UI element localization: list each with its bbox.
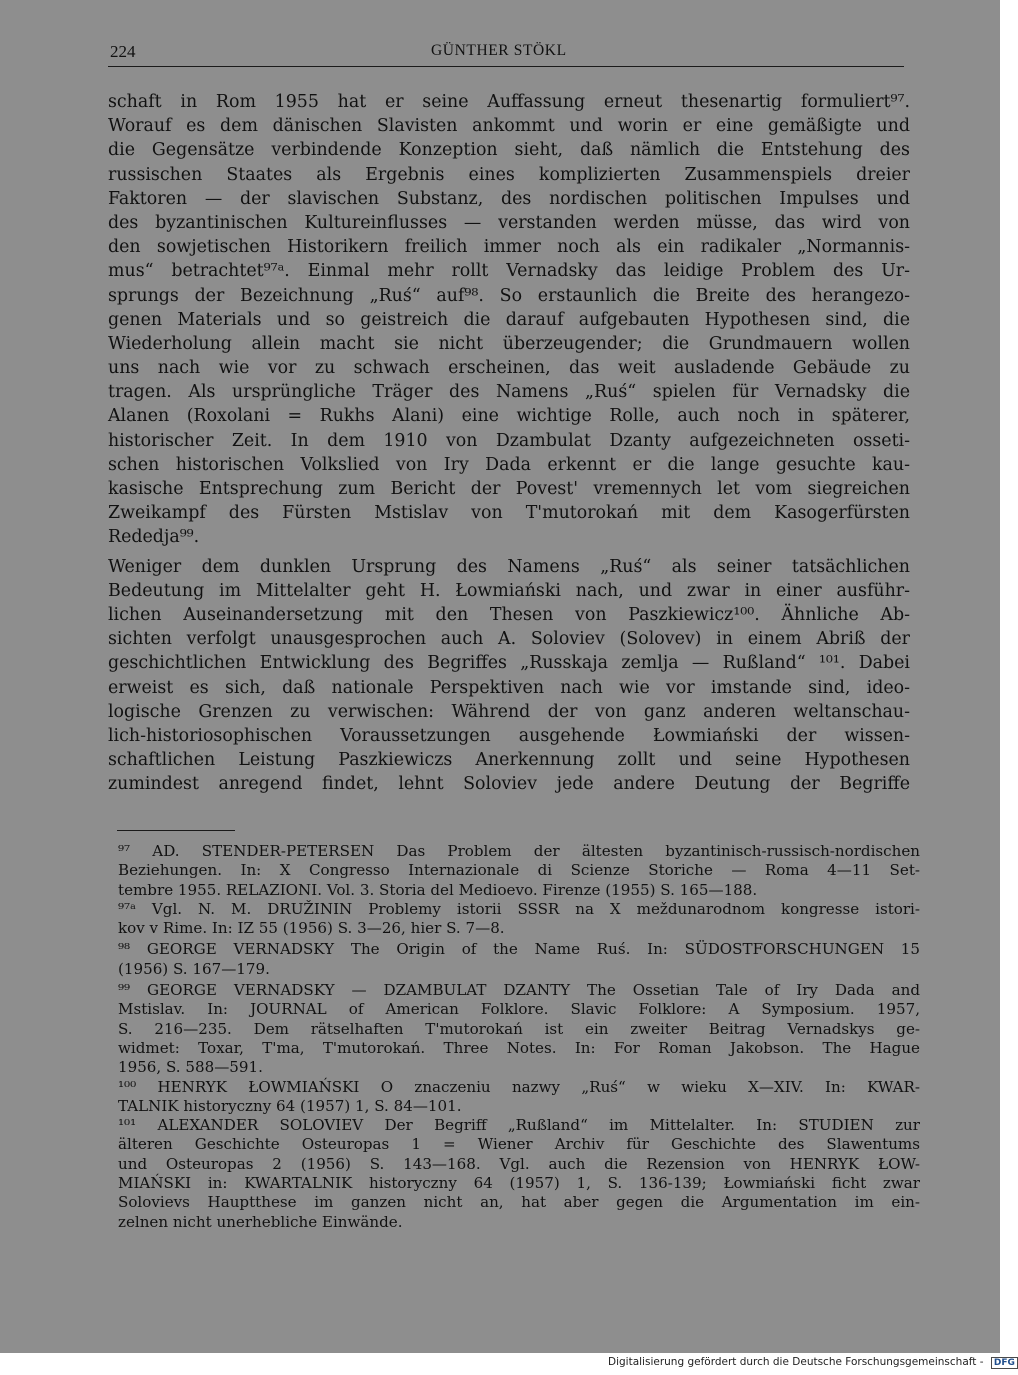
paragraph-2 [108, 555, 910, 797]
footnotes [118, 842, 920, 1232]
footnote-line: zelnen nicht unerhebliche Einwände. [118, 1212, 403, 1231]
footnote-line: kov v Rime. In: IZ 55 (1956) S. 3—26, hier S. 7—8. [118, 919, 505, 938]
body-line: Wiederholung allein macht sie nicht überzeugender; die Grundmauern wollen [108, 333, 910, 354]
footnote-line: ¹⁰¹ ALEXANDER SOLOVIEV Der Begriff „Rußland“ im Mittelalter. In: STUDIEN zur [118, 1116, 920, 1135]
footnote-line: Solovievs Hauptthese im ganzen nicht an, hat aber gegen die Argumentation im ein- [118, 1193, 920, 1212]
body-line: Bedeutung im Mittelalter geht H. Łowmiański nach, und zwar in einer ausführ- [108, 580, 910, 601]
footnote-line: ⁹⁷ AD. STENDER-PETERSEN Das Problem der ältesten byzantinisch-russisch-nordischen [118, 842, 920, 860]
body-line: mus“ betrachtet⁹⁷ᵃ. Einmal mehr rollt Vernadsky das leidige Problem des Ur- [108, 261, 910, 282]
body-line: historischer Zeit. In dem 1910 von Dzambulat Dzanty aufgezeichneten osseti- [108, 430, 910, 451]
body-line: die Gegensätze verbindende Konzeption sieht, daß nämlich die Entstehung des [108, 140, 910, 161]
body-line: erweist es sich, daß nationale Perspektiven nach wie vor imstande sind, ideo- [108, 677, 910, 698]
body-line: sprungs der Bezeichnung „Ruś“ auf⁹⁸. So erstaunlich die Breite des herangezo- [108, 285, 910, 306]
footnote-line: ¹⁰⁰ HENRYK ŁOWMIAŃSKI O znaczeniu nazwy „Ruś“ w wieku X—XIV. In: KWAR- [118, 1077, 920, 1096]
body-line: logische Grenzen zu verwischen: Während der von ganz anderen weltanschau- [108, 701, 910, 722]
footnote-line: und Osteuropas 2 (1956) S. 143—168. Vgl. auch die Rezension von HENRYK ŁOW- [118, 1154, 920, 1173]
footnote-line: ⁹⁸ GEORGE VERNADSKY The Origin of the Name Ruś. In: SÜDOSTFORSCHUNGEN 15 [118, 940, 920, 959]
body-line: schaftlichen Leistung Paszkiewiczs Anerkennung zollt und seine Hypothesen [108, 750, 910, 771]
footnote-line: MIAŃSKI in: KWARTALNIK historyczny 64 (1957) 1, S. 136-139; Łowmiański ficht zwar [118, 1174, 920, 1193]
footnote-line: älteren Geschichte Osteuropas 1 = Wiener Archiv für Geschichte des Slawentums [118, 1135, 920, 1154]
footnote-line: widmet: Toxar, T'ma, T'mutorokań. Three Notes. In: For Roman Jakobson. The Hague [118, 1038, 920, 1057]
footnote-line: Beziehungen. In: X Congresso Internazionale di Scienze Storiche — Roma 4—11 Set- [118, 861, 920, 880]
dfg-logo: DFG [991, 1357, 1018, 1369]
footnote-line: S. 216—235. Dem rätselhaften T'mutorokań ist ein zweiter Beitrag Vernadskys ge- [118, 1019, 920, 1038]
body-line: den sowjetischen Historikern freilich immer noch als ein radikaler „Normannis- [108, 237, 910, 258]
footnote-line: ⁹⁹ GEORGE VERNADSKY — DZAMBULAT DZANTY The Ossetian Tale of Iry Dada and [118, 981, 920, 1000]
body-line: tragen. Als ursprüngliche Träger des Namens „Ruś“ spielen für Vernadsky die [108, 382, 910, 403]
page-number: 224 [110, 42, 136, 61]
page-header [108, 40, 904, 67]
body-line: Faktoren — der slavischen Substanz, des nordischen politischen Impulses und [108, 188, 910, 209]
body-line: zumindest anregend findet, lehnt Soloviev jede andere Deutung der Begriffe [108, 774, 910, 795]
body-line: Alanen (Roxolani = Rukhs Alani) eine wichtige Rolle, auch noch in späterer, [108, 406, 910, 427]
footnote-line: ⁹⁷ᵃ Vgl. N. M. DRUŽININ Problemy istorii SSSR na X meždunarodnom kongresse istori- [118, 899, 920, 918]
footnote-divider [117, 830, 235, 831]
body-text [108, 90, 910, 796]
body-line: uns nach wie vor zu schwach erscheinen, das weit ausladende Gebäude zu [108, 358, 910, 379]
running-head: GÜNTHER STÖKL [431, 42, 567, 59]
body-line: sichten verfolgt unausgesprochen auch A. Soloviev (Solovev) in einem Abriß der [108, 629, 910, 650]
digitization-footer [608, 1356, 1018, 1369]
paragraph-1 [108, 90, 910, 550]
footnote-line: (1956) S. 167—179. [118, 959, 270, 978]
body-line: geschichtlichen Entwicklung des Begriffes „Russkaja zemlja — Rußland“ ¹⁰¹. Dabei [108, 653, 910, 674]
footer-text: Digitalisierung gefördert durch die Deutsche Forschungsgemeinschaft - [608, 1356, 984, 1368]
body-line: russischen Staates als Ergebnis eines komplizierten Zusammenspiels dreier [108, 164, 910, 185]
body-line: schaft in Rom 1955 hat er seine Auffassung erneut thesenartig formuliert⁹⁷. [108, 92, 910, 112]
body-line: des byzantinischen Kultureinflusses — verstanden werden müsse, das wird von [108, 212, 910, 233]
body-line: genen Materials und so geistreich die darauf aufgebauten Hypothesen sind, die [108, 309, 910, 330]
body-line: kasische Entsprechung zum Bericht der Povest' vremennych let vom siegreichen [108, 479, 910, 499]
footnote-line: 1956, S. 588—591. [118, 1058, 263, 1077]
body-line: schen historischen Volkslied von Iry Dada erkennt er die lange gesuchte kau- [108, 454, 910, 475]
body-line: lich-historiosophischen Voraussetzungen ausgehende Łowmiański der wissen- [108, 725, 910, 746]
body-line: Zweikampf des Fürsten Mstislav von T'mutorokań mit dem Kasogerfürsten [108, 503, 910, 524]
body-line: lichen Auseinandersetzung mit den Thesen von Paszkiewicz¹⁰⁰. Ähnliche Ab- [108, 604, 910, 625]
footnote-line: Mstislav. In: JOURNAL of American Folklore. Slavic Folklore: A Symposium. 1957, [118, 1000, 920, 1019]
footnote-line: TALNIK historyczny 64 (1957) 1, S. 84—101. [118, 1096, 462, 1115]
body-line: Worauf es dem dänischen Slavisten ankommt und worin er eine gemäßigte und [108, 116, 910, 137]
body-line: Rededja⁹⁹. [108, 527, 200, 548]
footnote-line: tembre 1955. RELAZIONI. Vol. 3. Storia del Medioevo. Firenze (1955) S. 165—188. [118, 880, 758, 899]
body-line: Weniger dem dunklen Ursprung des Namens „Ruś“ als seiner tatsächlichen [108, 556, 910, 577]
